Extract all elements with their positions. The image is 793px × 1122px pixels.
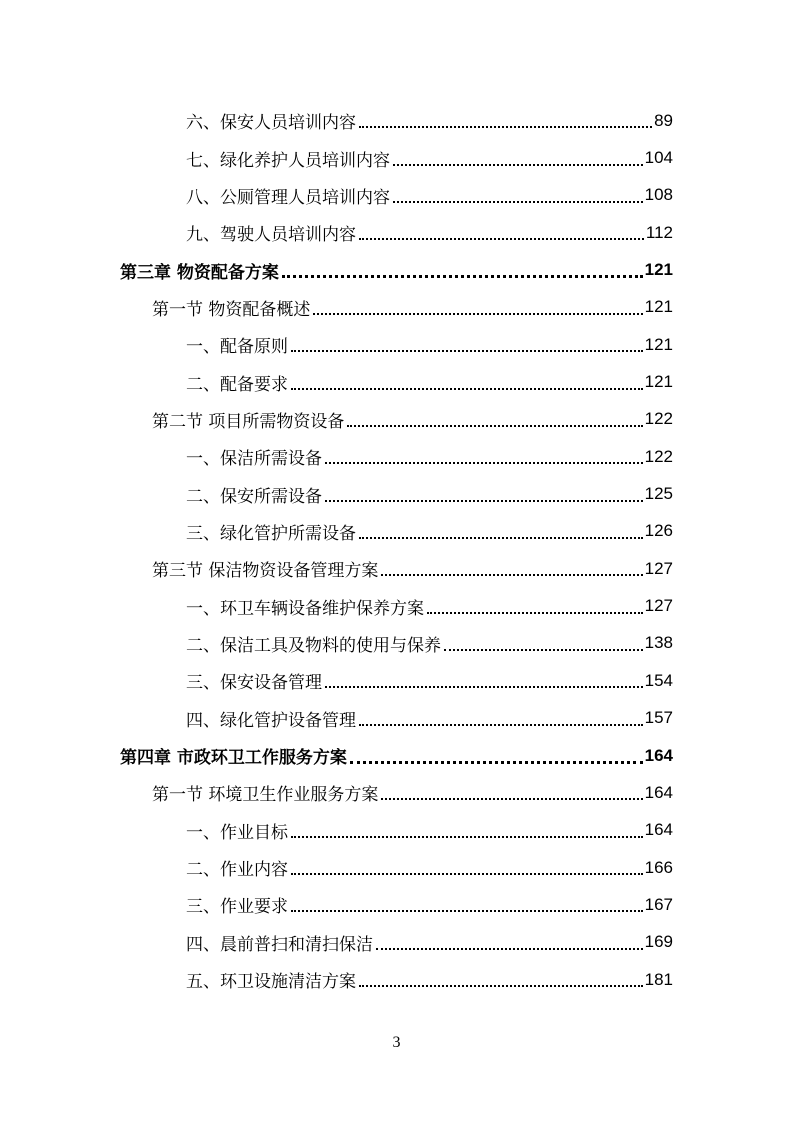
toc-entry-page-number: 138 bbox=[644, 633, 673, 653]
toc-entry-item[interactable] bbox=[0, 961, 673, 998]
toc-entry-page-number: 121 bbox=[644, 297, 673, 317]
toc-entry-title: 二、保安所需设备 bbox=[186, 486, 322, 507]
toc-entry-section[interactable] bbox=[0, 401, 673, 438]
toc-entry-page-number: 127 bbox=[644, 596, 673, 616]
toc-entry-item[interactable] bbox=[0, 214, 673, 251]
toc-entry-item[interactable] bbox=[0, 924, 673, 961]
toc-entry-chapter[interactable] bbox=[0, 737, 673, 774]
toc-entry-title: 第三节 保洁物资设备管理方案 bbox=[152, 561, 379, 582]
toc-entry-title: 第一节 物资配备概述 bbox=[152, 299, 311, 320]
dot-leader bbox=[350, 760, 643, 764]
toc-entry-page-number: 167 bbox=[644, 894, 673, 914]
dot-leader bbox=[291, 387, 643, 390]
table-of-contents bbox=[0, 102, 793, 998]
toc-entry-item[interactable] bbox=[0, 177, 673, 214]
toc-entry-title: 三、绿化管护所需设备 bbox=[186, 523, 356, 544]
toc-entry-title: 第三章 物资配备方案 bbox=[120, 262, 279, 283]
toc-entry-page-number: 127 bbox=[644, 558, 673, 578]
dot-leader bbox=[359, 723, 643, 726]
toc-entry-section[interactable] bbox=[0, 774, 673, 811]
toc-entry-title: 八、公厕管理人员培训内容 bbox=[186, 187, 390, 208]
toc-entry-section[interactable] bbox=[0, 550, 673, 587]
toc-entry-page-number: 104 bbox=[644, 148, 673, 168]
toc-entry-item[interactable] bbox=[0, 625, 673, 662]
toc-entry-page-number: 169 bbox=[644, 932, 673, 952]
toc-entry-title: 三、保安设备管理 bbox=[186, 673, 322, 694]
toc-entry-page-number: 121 bbox=[644, 372, 673, 392]
toc-entry-title: 三、作业要求 bbox=[186, 897, 288, 918]
dot-leader bbox=[325, 461, 643, 464]
toc-entry-item[interactable] bbox=[0, 812, 673, 849]
dot-leader bbox=[381, 797, 642, 800]
toc-entry-item[interactable] bbox=[0, 438, 673, 475]
toc-entry-page-number: 154 bbox=[644, 670, 673, 690]
toc-entry-page-number: 89 bbox=[654, 110, 673, 130]
toc-entry-page-number: 166 bbox=[644, 857, 673, 877]
toc-entry-title: 一、配备原则 bbox=[186, 337, 288, 358]
dot-leader bbox=[359, 984, 643, 987]
toc-entry-page-number: 164 bbox=[644, 745, 673, 765]
toc-entry-item[interactable] bbox=[0, 662, 673, 699]
toc-entry-page-number: 121 bbox=[644, 334, 673, 354]
dot-leader bbox=[376, 947, 643, 950]
toc-entry-item[interactable] bbox=[0, 513, 673, 550]
toc-entry-title: 第二节 项目所需物资设备 bbox=[152, 411, 345, 432]
dot-leader bbox=[325, 499, 643, 502]
toc-entry-title: 七、绿化养护人员培训内容 bbox=[186, 150, 390, 171]
toc-entry-item[interactable] bbox=[0, 700, 673, 737]
toc-entry-title: 二、保洁工具及物料的使用与保养 bbox=[186, 635, 441, 656]
dot-leader bbox=[325, 685, 643, 688]
dot-leader bbox=[427, 611, 643, 614]
toc-entry-page-number: 164 bbox=[644, 782, 673, 802]
toc-entry-page-number: 181 bbox=[644, 969, 673, 989]
toc-entry-page-number: 125 bbox=[644, 484, 673, 504]
toc-entry-page-number: 121 bbox=[644, 260, 673, 280]
toc-entry-title: 第一节 环境卫生作业服务方案 bbox=[152, 785, 379, 806]
dot-leader bbox=[291, 349, 643, 352]
dot-leader bbox=[347, 424, 642, 427]
toc-entry-title: 六、保安人员培训内容 bbox=[186, 113, 356, 134]
toc-entry-item[interactable] bbox=[0, 849, 673, 886]
toc-entry-page-number: 164 bbox=[644, 820, 673, 840]
dot-leader bbox=[381, 573, 642, 576]
toc-entry-page-number: 112 bbox=[645, 222, 673, 242]
toc-entry-section[interactable] bbox=[0, 289, 673, 326]
toc-entry-page-number: 122 bbox=[644, 446, 673, 466]
dot-leader bbox=[291, 835, 643, 838]
toc-entry-title: 一、作业目标 bbox=[186, 822, 288, 843]
toc-entry-title: 四、绿化管护设备管理 bbox=[186, 710, 356, 731]
page-number: 3 bbox=[392, 1034, 401, 1051]
dot-leader bbox=[313, 312, 642, 315]
toc-entry-title: 一、环卫车辆设备维护保养方案 bbox=[186, 598, 424, 619]
toc-entry-item[interactable] bbox=[0, 475, 673, 512]
toc-entry-item[interactable] bbox=[0, 363, 673, 400]
dot-leader bbox=[359, 125, 652, 128]
toc-entry-page-number: 126 bbox=[644, 521, 673, 541]
dot-leader bbox=[359, 536, 643, 539]
toc-entry-title: 九、驾驶人员培训内容 bbox=[186, 225, 356, 246]
toc-entry-item[interactable] bbox=[0, 886, 673, 923]
dot-leader bbox=[282, 274, 643, 278]
dot-leader bbox=[291, 909, 643, 912]
toc-entry-title: 二、作业内容 bbox=[186, 860, 288, 881]
toc-entry-page-number: 108 bbox=[644, 185, 673, 205]
toc-entry-title: 五、环卫设施清洁方案 bbox=[186, 972, 356, 993]
dot-leader bbox=[291, 872, 643, 875]
dot-leader bbox=[393, 200, 643, 203]
dot-leader bbox=[359, 237, 644, 240]
toc-entry-item[interactable] bbox=[0, 102, 673, 139]
toc-entry-title: 四、晨前普扫和清扫保洁 bbox=[186, 934, 373, 955]
toc-entry-title: 二、配备要求 bbox=[186, 374, 288, 395]
toc-entry-item[interactable] bbox=[0, 587, 673, 624]
toc-entry-item[interactable] bbox=[0, 326, 673, 363]
dot-leader bbox=[444, 648, 643, 651]
toc-entry-item[interactable] bbox=[0, 139, 673, 176]
toc-entry-title: 第四章 市政环卫工作服务方案 bbox=[120, 748, 347, 769]
toc-entry-page-number: 157 bbox=[644, 708, 673, 728]
toc-entry-chapter[interactable] bbox=[0, 251, 673, 288]
toc-entry-title: 一、保洁所需设备 bbox=[186, 449, 322, 470]
dot-leader bbox=[393, 163, 643, 166]
toc-entry-page-number: 122 bbox=[644, 409, 673, 429]
